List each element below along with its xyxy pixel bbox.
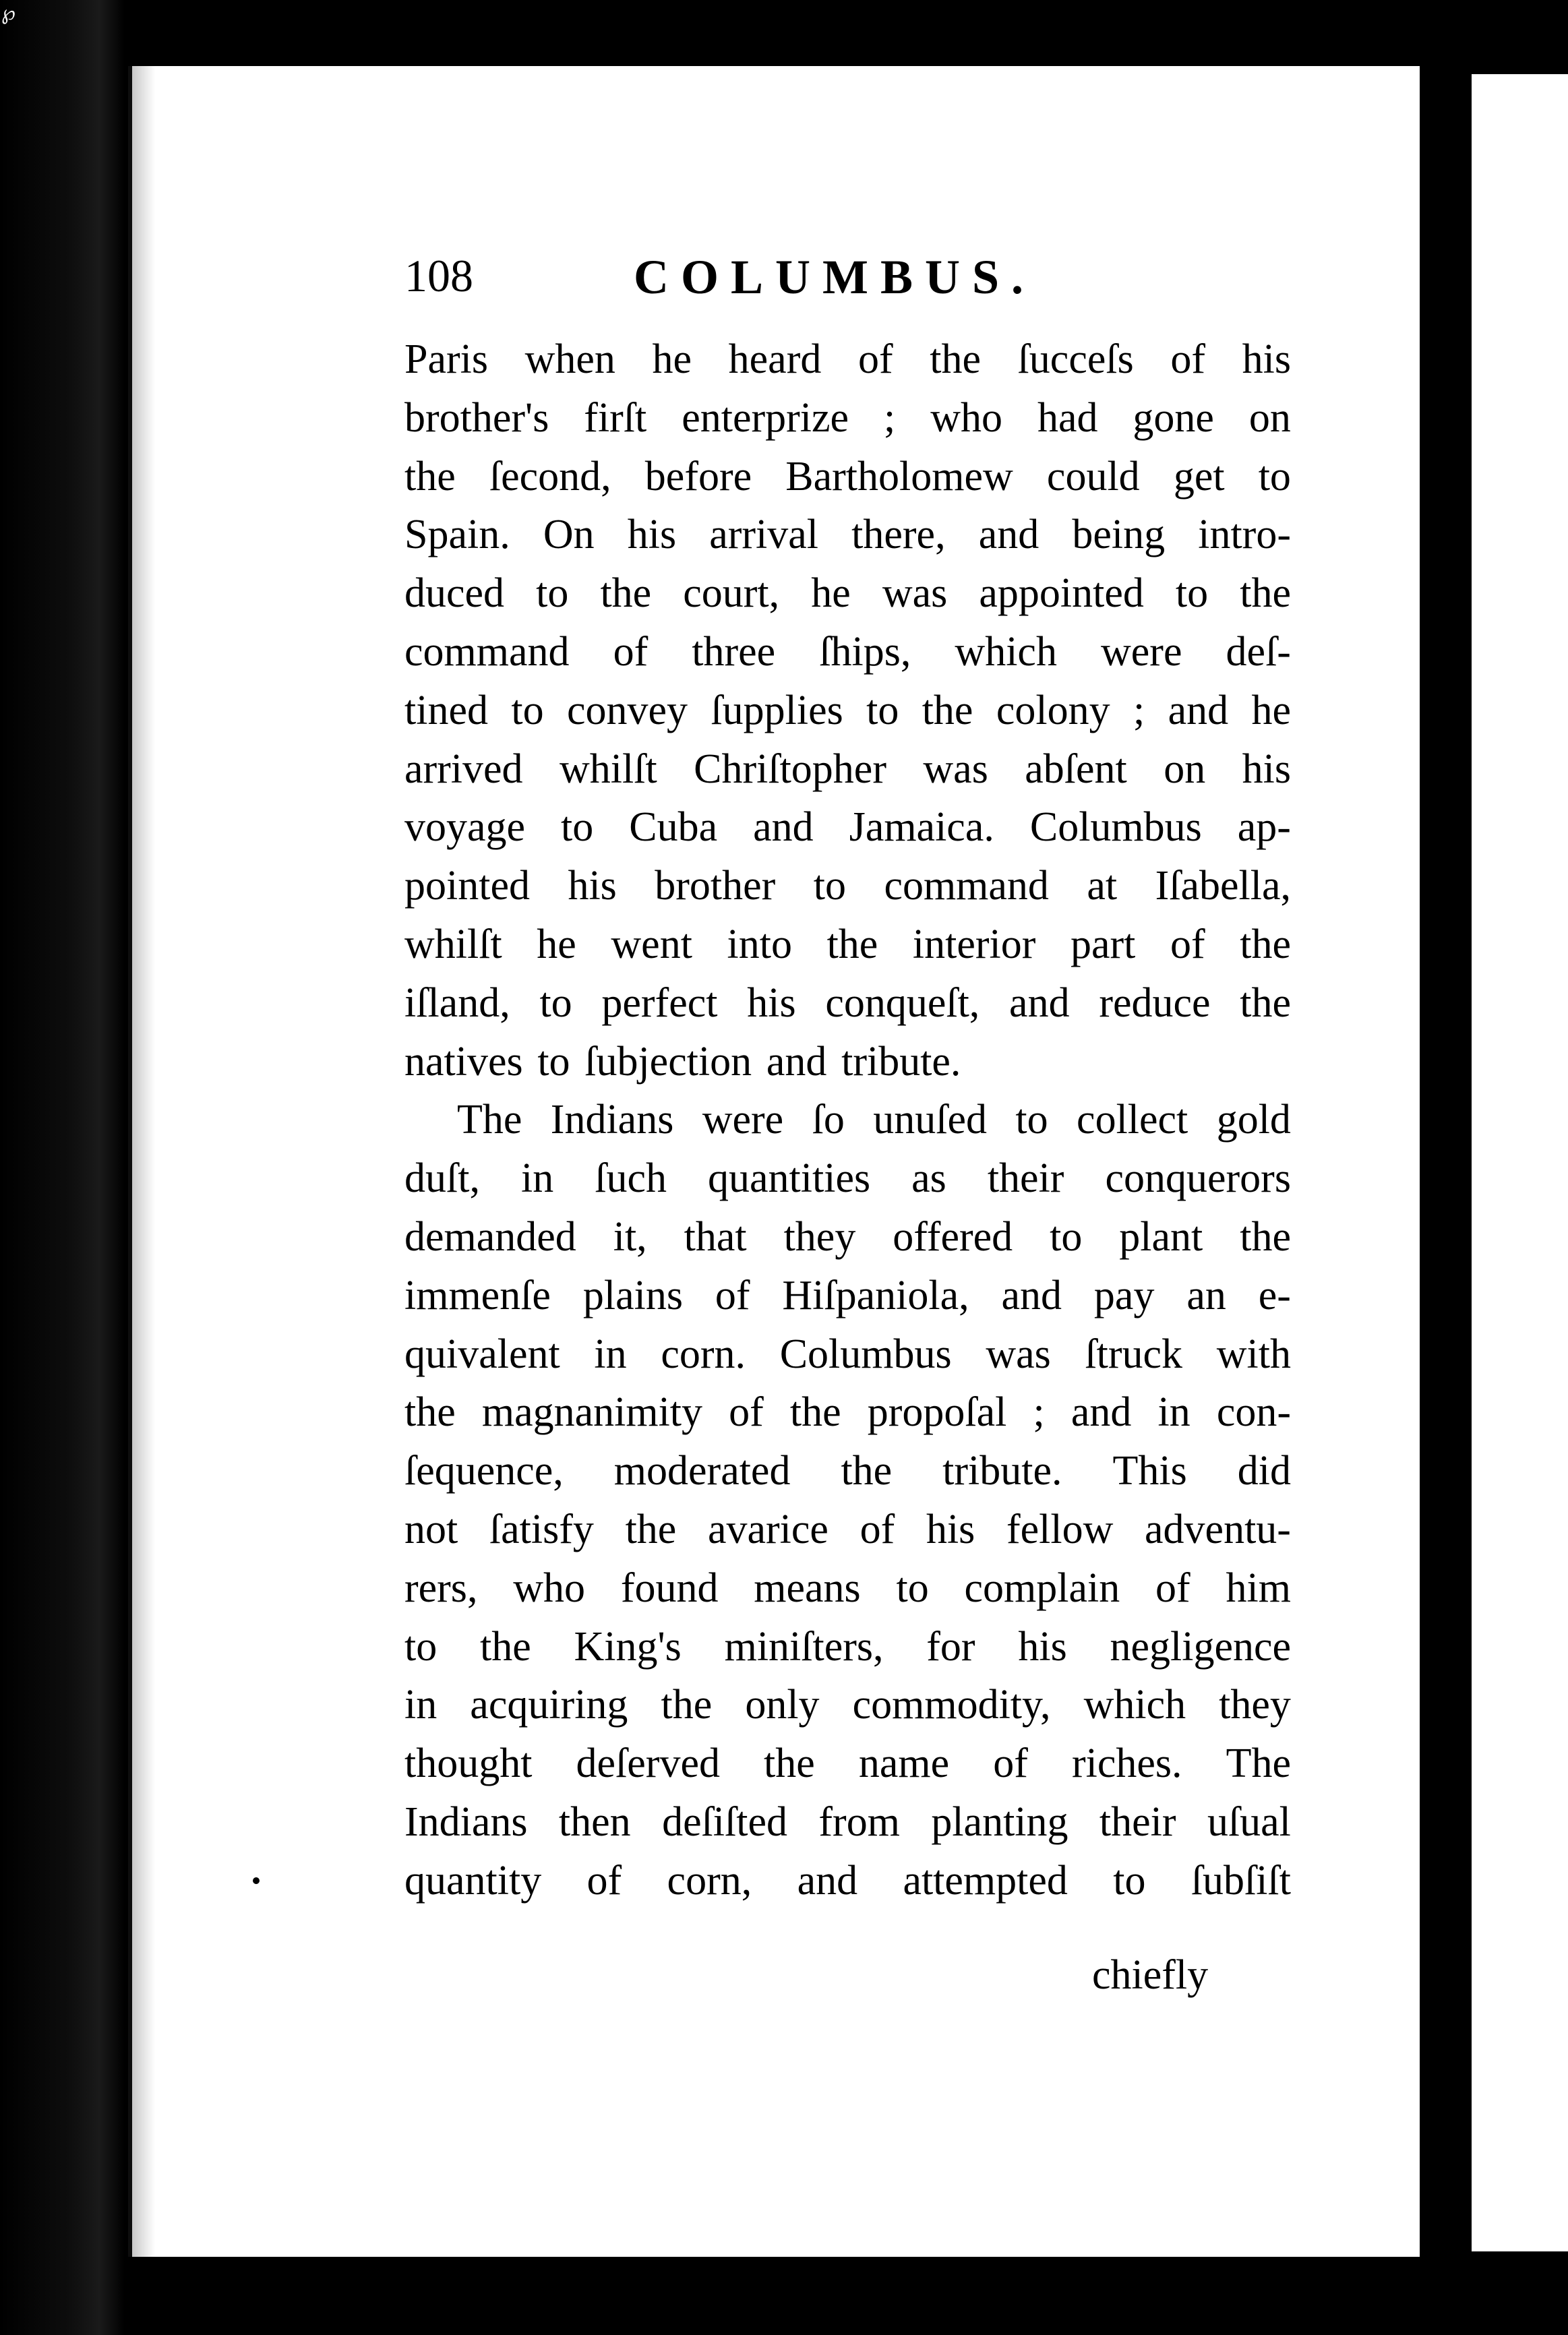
word: duſt, xyxy=(404,1155,480,1202)
word: he xyxy=(537,921,576,967)
word: the xyxy=(404,1389,456,1436)
page-header xyxy=(404,249,1106,317)
word: arrived xyxy=(404,746,523,792)
word: voyage xyxy=(404,804,526,851)
word: to xyxy=(404,1623,438,1670)
word: the xyxy=(1240,921,1291,967)
word: went xyxy=(611,921,692,967)
word: acquiring xyxy=(470,1682,628,1728)
word: duced xyxy=(404,570,505,617)
word: to xyxy=(1258,453,1291,499)
word: and xyxy=(1071,1389,1132,1436)
word: ſequence, xyxy=(404,1448,564,1494)
word: ſhips, xyxy=(819,628,911,675)
word: was xyxy=(923,746,988,792)
word: were xyxy=(702,1097,784,1143)
word: perfect xyxy=(601,979,718,1026)
word: him xyxy=(1226,1565,1291,1611)
word: when xyxy=(524,336,615,382)
word: he xyxy=(1251,687,1291,733)
text-line xyxy=(404,1734,1291,1793)
word: of xyxy=(860,1506,895,1552)
word: to xyxy=(866,687,899,733)
text-line xyxy=(404,857,1291,915)
word: his xyxy=(627,512,677,558)
paragraph xyxy=(404,1091,1291,1910)
ink-speck xyxy=(253,1877,260,1884)
text-line xyxy=(404,974,1291,1033)
word: from xyxy=(818,1798,900,1845)
word: plains xyxy=(582,1272,683,1318)
word: the xyxy=(841,1448,893,1494)
word: into xyxy=(727,921,792,967)
word: gone xyxy=(1133,394,1214,441)
word: rers, xyxy=(404,1565,478,1611)
gutter-shadow xyxy=(128,66,155,2257)
word: This xyxy=(1112,1448,1187,1494)
word: had xyxy=(1037,394,1098,441)
word: offered xyxy=(893,1213,1013,1260)
word: natives xyxy=(404,1038,523,1085)
word: the xyxy=(826,921,878,967)
word: heard xyxy=(728,336,822,382)
word: appointed xyxy=(979,570,1144,617)
word: in xyxy=(1157,1389,1190,1436)
word: of xyxy=(993,1740,1028,1787)
text-line xyxy=(404,740,1291,799)
word: the xyxy=(764,1740,815,1787)
word: ; xyxy=(1033,1389,1045,1436)
word: and xyxy=(978,512,1039,558)
text-line xyxy=(404,1383,1291,1442)
word: brother xyxy=(655,863,776,909)
word: quantity xyxy=(404,1857,542,1904)
word: did xyxy=(1237,1448,1291,1494)
word: the xyxy=(930,336,981,382)
text-line xyxy=(404,1208,1291,1267)
word: and xyxy=(753,804,814,851)
word: to xyxy=(537,1038,570,1085)
word: which xyxy=(1083,1682,1186,1728)
word: they xyxy=(1219,1682,1291,1728)
word: ſtruck xyxy=(1085,1331,1183,1377)
word: name xyxy=(858,1740,950,1787)
word: who xyxy=(513,1565,586,1611)
word: deſ- xyxy=(1226,628,1291,675)
paragraph xyxy=(404,330,1291,1091)
word: ſupplies xyxy=(711,687,843,733)
word: abſent xyxy=(1025,746,1127,792)
word: in xyxy=(404,1682,438,1728)
word: whilſt xyxy=(560,746,657,792)
text-line xyxy=(404,1325,1291,1384)
text-line xyxy=(404,389,1291,448)
text-line xyxy=(404,1618,1291,1676)
text-line xyxy=(404,330,1291,389)
word: tribute. xyxy=(841,1038,961,1085)
word: and xyxy=(797,1857,858,1904)
word: could xyxy=(1046,453,1140,499)
word: complain xyxy=(964,1565,1120,1611)
word: their xyxy=(1099,1798,1176,1845)
word: command xyxy=(884,863,1049,909)
word: ſecond, xyxy=(489,453,611,499)
word: ſucceſs xyxy=(1017,336,1134,382)
word: to xyxy=(536,570,569,617)
word: and xyxy=(1001,1272,1062,1318)
word: ; xyxy=(884,394,896,441)
word: they xyxy=(783,1213,856,1260)
word: quantities xyxy=(708,1155,871,1202)
word: his xyxy=(747,979,796,1026)
word: The xyxy=(1226,1740,1291,1787)
word: On xyxy=(543,512,595,558)
word: Iſabella, xyxy=(1155,863,1291,909)
word: reduce xyxy=(1099,979,1211,1026)
word: on xyxy=(1164,746,1206,792)
word: Paris xyxy=(404,336,488,382)
word: con- xyxy=(1216,1389,1291,1436)
word: the xyxy=(404,453,456,499)
text-line xyxy=(404,681,1291,740)
word: for xyxy=(926,1623,975,1670)
word: the xyxy=(789,1389,841,1436)
word: who xyxy=(930,394,1002,441)
word: ſo xyxy=(812,1097,845,1143)
word: the xyxy=(661,1682,713,1728)
text-line xyxy=(404,1442,1291,1500)
word: Chriſtopher xyxy=(694,746,886,792)
word: magnanimity xyxy=(481,1389,703,1436)
word: the xyxy=(922,687,973,733)
word: ſubſiſt xyxy=(1190,1857,1291,1904)
word: colony xyxy=(996,687,1110,733)
word: and xyxy=(1168,687,1229,733)
word: ſatisfy xyxy=(489,1506,594,1552)
text-line xyxy=(404,1852,1291,1910)
word: which xyxy=(955,628,1057,675)
word: to xyxy=(1050,1213,1083,1260)
word: ap- xyxy=(1237,804,1291,851)
corner-mark: ℘ xyxy=(1,1,16,25)
text-line xyxy=(404,1149,1291,1208)
word: iſland, xyxy=(404,979,510,1026)
text-line xyxy=(404,1500,1291,1559)
word: Jamaica. xyxy=(849,804,994,851)
word: of xyxy=(613,628,649,675)
word: pointed xyxy=(404,863,530,909)
word: before xyxy=(644,453,752,499)
word: get xyxy=(1173,453,1225,499)
word: three xyxy=(692,628,776,675)
word: means xyxy=(754,1565,861,1611)
text-line xyxy=(404,798,1291,857)
word: he xyxy=(811,570,851,617)
word: that xyxy=(684,1213,747,1260)
word: of xyxy=(586,1857,622,1904)
word: deſiſted xyxy=(662,1798,788,1845)
word: of xyxy=(729,1389,764,1436)
word: his xyxy=(568,863,617,909)
word: commodity, xyxy=(852,1682,1051,1728)
word: with xyxy=(1216,1331,1291,1377)
word: his xyxy=(1242,336,1291,382)
word: and xyxy=(766,1038,827,1085)
word: enterprize xyxy=(682,394,849,441)
catchword: chiefly xyxy=(1092,1952,1209,1998)
word: convey xyxy=(566,687,688,733)
facing-page-edge xyxy=(1453,74,1568,2251)
word: Cuba xyxy=(629,804,718,851)
text-line xyxy=(404,564,1291,623)
word: the xyxy=(625,1506,677,1552)
word: there, xyxy=(851,512,946,558)
word: his xyxy=(1018,1623,1067,1670)
word: not xyxy=(404,1506,458,1552)
page-number: 108 xyxy=(404,250,473,301)
word: found xyxy=(620,1565,719,1611)
word: it, xyxy=(613,1213,647,1260)
word: ; xyxy=(1133,687,1145,733)
word: to xyxy=(1113,1857,1146,1904)
word: the xyxy=(1240,570,1291,617)
word: the xyxy=(480,1623,531,1670)
word: brother's xyxy=(404,394,549,441)
word: quivalent xyxy=(404,1331,560,1377)
word: of xyxy=(1170,336,1205,382)
word: of xyxy=(1155,1565,1190,1611)
word: corn. xyxy=(661,1331,746,1377)
word: only xyxy=(745,1682,820,1728)
word: immenſe xyxy=(404,1272,551,1318)
text-line xyxy=(404,1676,1291,1734)
word: at xyxy=(1087,863,1118,909)
word: planting xyxy=(931,1798,1068,1845)
word: Indians xyxy=(404,1798,528,1845)
word: their xyxy=(987,1155,1064,1202)
word: uſual xyxy=(1207,1798,1291,1845)
text-line xyxy=(404,915,1291,974)
text-line xyxy=(404,1559,1291,1618)
word: Spain. xyxy=(404,512,510,558)
word: Indians xyxy=(550,1097,674,1143)
word: to xyxy=(813,863,846,909)
word: moderated xyxy=(613,1448,791,1494)
word: the xyxy=(600,570,652,617)
text-line xyxy=(404,1091,1291,1149)
word: to xyxy=(511,687,544,733)
word: ſubjection xyxy=(584,1038,752,1085)
word: as xyxy=(911,1155,946,1202)
text-line xyxy=(404,506,1291,564)
text-line xyxy=(404,448,1291,506)
word: an xyxy=(1186,1272,1226,1318)
word: to xyxy=(896,1565,929,1611)
word: pay xyxy=(1093,1272,1155,1318)
word: deſerved xyxy=(576,1740,720,1787)
text-line xyxy=(404,1793,1291,1852)
word: were xyxy=(1101,628,1182,675)
word: conquerors xyxy=(1105,1155,1291,1202)
word: King's xyxy=(574,1623,682,1670)
word: tribute. xyxy=(942,1448,1062,1494)
word: adventu- xyxy=(1145,1506,1291,1552)
word: arrival xyxy=(709,512,819,558)
word: riches. xyxy=(1071,1740,1182,1787)
word: to xyxy=(539,979,572,1026)
word: ſuch xyxy=(595,1155,667,1202)
word: was xyxy=(986,1331,1051,1377)
word: the xyxy=(1240,1213,1291,1260)
word: Hiſpaniola, xyxy=(782,1272,969,1318)
word: part xyxy=(1071,921,1136,967)
word: Columbus xyxy=(1029,804,1202,851)
word: gold xyxy=(1216,1097,1291,1143)
book-binding xyxy=(0,0,125,2335)
body-text xyxy=(404,330,1291,1910)
word: to xyxy=(561,804,594,851)
text-line xyxy=(404,623,1291,681)
word: Columbus xyxy=(779,1331,952,1377)
word: he xyxy=(652,336,692,382)
word: and xyxy=(1009,979,1070,1026)
word: being xyxy=(1072,512,1166,558)
word: his xyxy=(926,1506,975,1552)
word: intro- xyxy=(1198,512,1291,558)
word: on xyxy=(1248,394,1291,441)
word: propoſal xyxy=(867,1389,1007,1436)
word: the xyxy=(1240,979,1291,1026)
word: in xyxy=(520,1155,554,1202)
word: Bartholomew xyxy=(785,453,1013,499)
word: plant xyxy=(1119,1213,1203,1260)
word: firſt xyxy=(584,394,647,441)
word: in xyxy=(594,1331,627,1377)
word: to xyxy=(1175,570,1209,617)
text-line xyxy=(404,1267,1291,1325)
word: his xyxy=(1242,746,1291,792)
word: fellow xyxy=(1006,1506,1114,1552)
word: avarice xyxy=(707,1506,828,1552)
word: miniſters, xyxy=(724,1623,884,1670)
word: unuſed xyxy=(873,1097,987,1143)
word: e- xyxy=(1258,1272,1291,1318)
word: attempted xyxy=(903,1857,1068,1904)
word: of xyxy=(857,336,893,382)
word: court, xyxy=(683,570,780,617)
word: then xyxy=(558,1798,631,1845)
word: command xyxy=(404,628,570,675)
word: interior xyxy=(912,921,1036,967)
running-head: COLUMBUS. xyxy=(634,250,1036,304)
word: conqueſt, xyxy=(825,979,980,1026)
word: whilſt xyxy=(404,921,502,967)
word: was xyxy=(882,570,948,617)
word: of xyxy=(1170,921,1205,967)
word: corn, xyxy=(667,1857,752,1904)
word: demanded xyxy=(404,1213,576,1260)
word: collect xyxy=(1077,1097,1188,1143)
word: tined xyxy=(404,687,488,733)
word: to xyxy=(1015,1097,1048,1143)
word: of xyxy=(715,1272,750,1318)
text-line xyxy=(404,1033,1291,1091)
word: negligence xyxy=(1110,1623,1291,1670)
word: The xyxy=(457,1097,522,1143)
word: thought xyxy=(404,1740,533,1787)
